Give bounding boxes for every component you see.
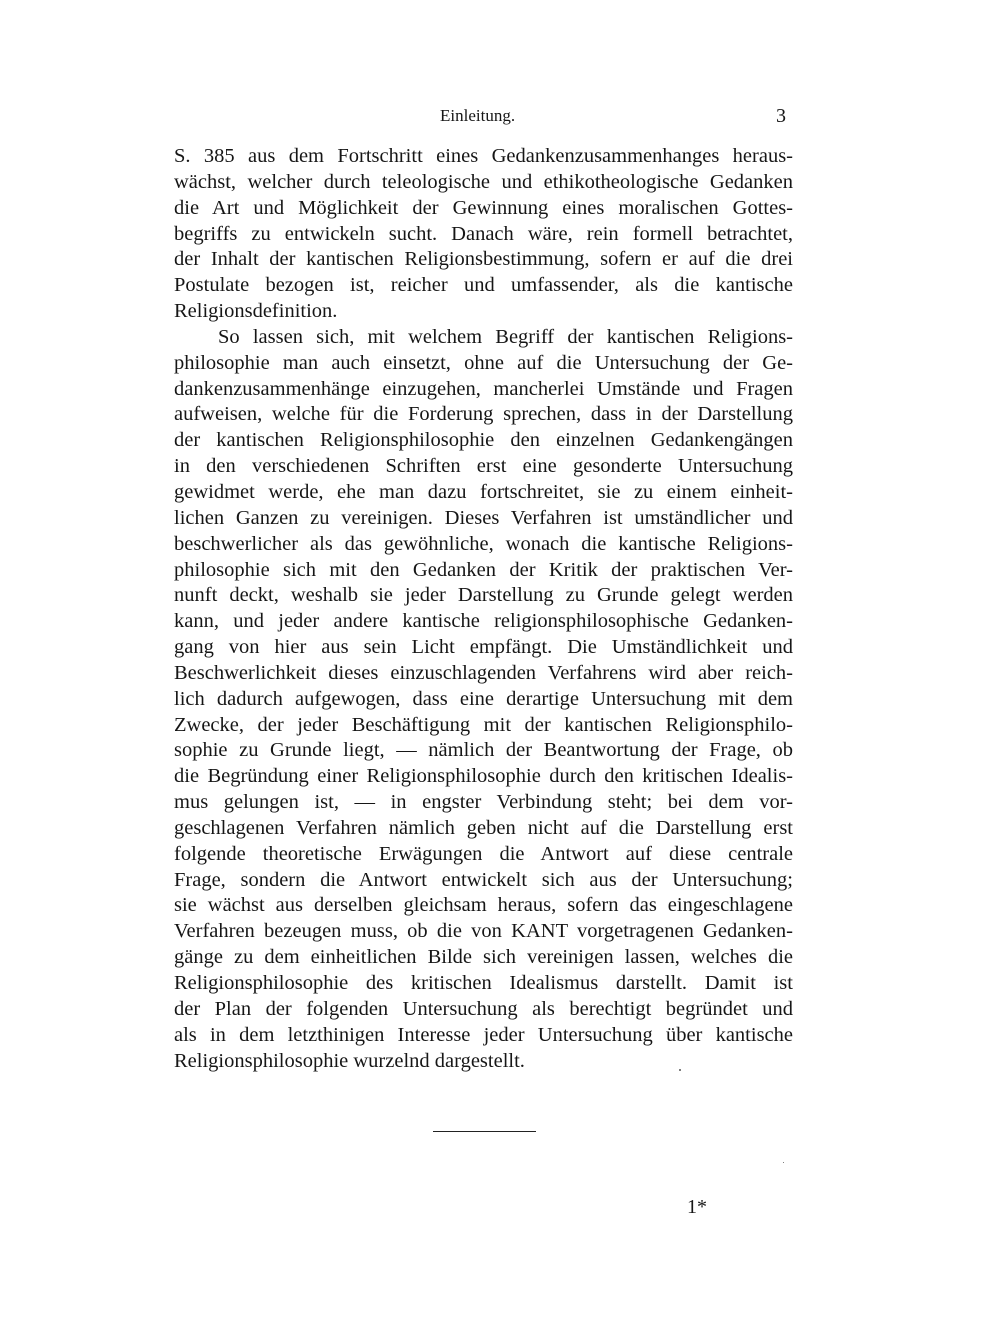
text-line: in den verschiedenen Schriften erst eine gesonderte Untersuchung [174, 455, 793, 478]
scan-speck [783, 1162, 784, 1163]
page-number: 3 [776, 105, 786, 127]
running-title: Einleitung. [440, 106, 516, 125]
section-end-rule [433, 1131, 536, 1132]
text-line: Zwecke, der jeder Beschäftigung mit der kantischen Religionsphilo- [174, 713, 793, 736]
text-line: der Plan der folgenden Untersuchung als berechtigt begründet und [174, 997, 793, 1020]
text-line: nunft deckt, weshalb sie jeder Darstellung zu Grunde gelegt werden [174, 584, 793, 607]
text-line: beschwerlicher als das gewöhnliche, wonach die kantische Religions- [174, 532, 793, 555]
text-line: die Begründung einer Religionsphilosophie durch den kritischen Idealis- [174, 765, 793, 788]
text-line: der kantischen Religionsphilosophie den einzelnen Gedankengängen [174, 429, 793, 452]
text-line: gewidmet werde, ehe man dazu fortschreitet, sie zu einem einheit- [174, 480, 793, 503]
text-line: dankenzusammenhänge einzugehen, mancherlei Umstände und Fragen [174, 377, 793, 400]
text-line: wächst, welcher durch teleologische und ethikotheologische Gedanken [174, 170, 793, 193]
body-text [174, 144, 793, 1074]
text-line: der Inhalt der kantischen Religionsbestimmung, sofern er auf die drei [174, 248, 793, 271]
text-line: gang von hier aus sein Licht empfängt. Die Umständlichkeit und [174, 636, 793, 659]
text-line: kann, und jeder andere kantische religionsphilosophische Gedanken- [174, 610, 793, 633]
text-line: sie wächst aus derselben gleichsam heraus, sofern das eingeschlagene [174, 894, 793, 917]
text-line: die Art und Möglichkeit der Gewinnung eines moralischen Gottes- [174, 196, 793, 219]
paragraph-1 [174, 144, 793, 325]
text-line: Frage, sondern die Antwort entwickelt sich aus der Untersuchung; [174, 868, 793, 891]
text-line: folgende theoretische Erwägungen die Antwort auf diese centrale [174, 842, 793, 865]
text-line: aufweisen, welche für die Forderung sprechen, dass in der Darstellung [174, 403, 793, 426]
text-line: lichen Ganzen zu vereinigen. Dieses Verfahren ist umständlicher und [174, 506, 793, 529]
text-line: lich dadurch aufgewogen, dass eine derartige Untersuchung mit dem [174, 687, 793, 710]
text-line: S. 385 aus dem Fortschritt eines Gedankenzusammenhanges heraus- [174, 145, 793, 167]
text-line: begriffs zu entwickeln sucht. Danach wäre, rein formell betrachtet, [174, 222, 793, 245]
text-line: Religionsdefinition. [174, 300, 338, 323]
text-line: Religionsphilosophie wurzelnd dargestellt. [174, 1049, 525, 1072]
text-line: geschlagenen Verfahren nämlich geben nicht auf die Darstellung erst [174, 816, 793, 839]
scan-speck [679, 1069, 681, 1071]
text-line: Beschwerlichkeit dieses einzuschlagenden Verfahrens wird aber reich- [174, 661, 793, 684]
text-line: Religionsphilosophie des kritischen Idealismus darstellt. Damit ist [174, 972, 793, 994]
text-line: gänge zu dem einheitlichen Bilde sich vereinigen lassen, welches die [174, 946, 793, 969]
paragraph-2 [174, 325, 793, 1074]
text-line: philosophie man auch einsetzt, ohne auf die Untersuchung der Ge- [174, 351, 793, 374]
signature-mark: 1* [687, 1196, 707, 1218]
text-line: philosophie sich mit den Gedanken der Kritik der praktischen Ver- [174, 558, 793, 581]
text-line: als in dem letzthinigen Interesse jeder Untersuchung über kantische [174, 1023, 793, 1046]
text-line: sophie zu Grunde liegt, — nämlich der Beantwortung der Frage, ob [174, 739, 793, 762]
text-line: mus gelungen ist, — in engster Verbindung steht; bei dem vor- [174, 791, 793, 814]
text-line: Postulate bezogen ist, reicher und umfassender, als die kantische [174, 274, 793, 297]
text-line: Verfahren bezeugen muss, ob die von KANT vorgetragenen Gedanken- [174, 920, 793, 943]
text-line: So lassen sich, mit welchem Begriff der kantischen Religions- [218, 325, 793, 348]
